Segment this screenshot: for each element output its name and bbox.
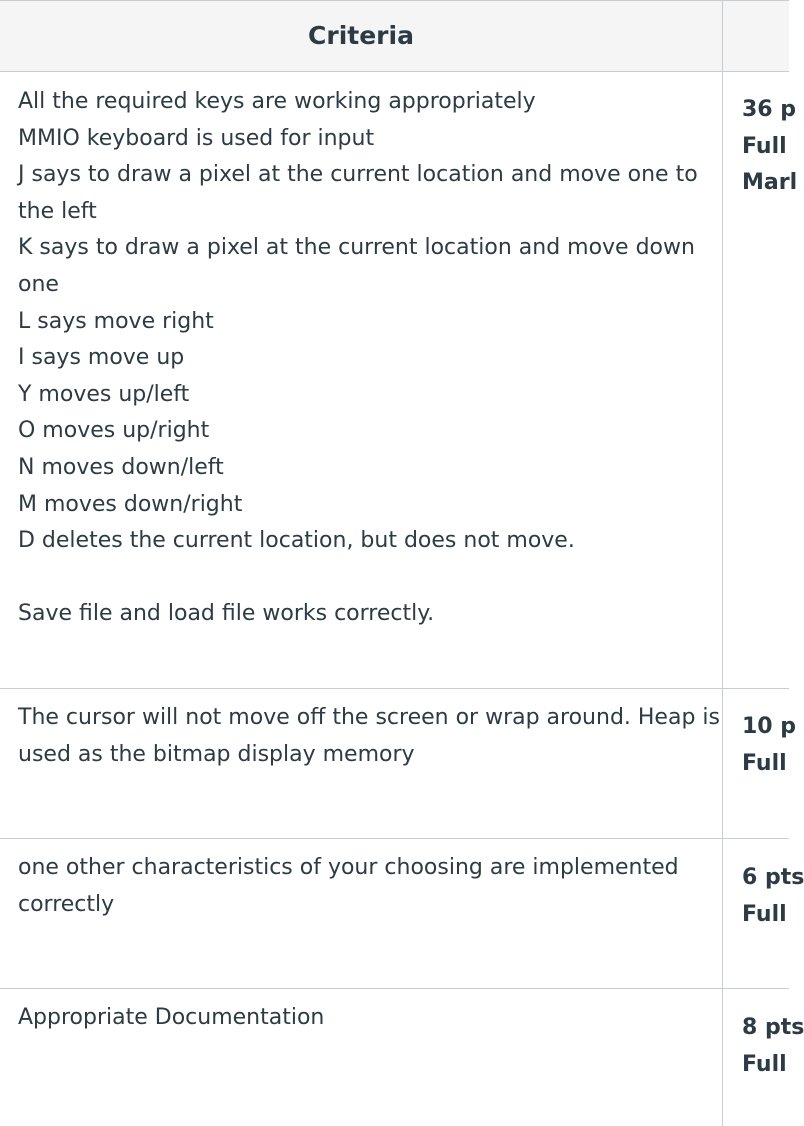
criterion-line: used as the bitmap display memory [18,741,415,767]
rating-label: Full [742,133,787,159]
points-cell [742,92,802,202]
criterion-line: D deletes the current location, but does not move. [18,528,575,554]
criterion-line: Y moves up/left [18,381,190,407]
points-value: 8 pts [742,1015,804,1040]
criterion-line: MMIO keyboard is used for input [18,125,375,151]
rating-label: Full [742,750,787,776]
criteria-column-header: Criteria [308,21,414,50]
points-cell [742,709,802,782]
criterion-row [0,689,797,839]
criterion-line: one [18,271,59,297]
criterion-line: J says to draw a pixel at the current location and move one to [18,162,698,188]
criterion-line: The cursor will not move off the screen or wrap around. Heap is [18,705,720,730]
criterion-line: I says move up [18,345,185,371]
rating-label: Marl [742,170,798,196]
criterion-line: All the required keys are working appropriately [18,89,536,114]
criterion-line: the left [18,198,97,224]
rating-label: Full [742,901,787,927]
criterion-line: M moves down/right [18,491,243,517]
criterion-line: N moves down/left [18,454,224,480]
blank-line [18,560,708,597]
criterion-description [18,1000,708,1037]
column-divider [722,0,723,1126]
criterion-row [0,72,798,689]
rubric-header-row [0,0,789,72]
points-cell [742,860,802,933]
criterion-description [18,84,708,633]
points-value: 10 p [742,714,797,739]
criterion-line: K says to draw a pixel at the current location and move down [18,235,695,261]
criterion-line: Save file and load file works correctly. [18,601,435,627]
criterion-line: L says move right [18,308,214,334]
criterion-row [0,989,804,1126]
criterion-row [0,839,804,989]
points-value: 36 p [742,97,797,122]
points-cell [742,1010,802,1083]
criterion-description [18,700,720,773]
rating-label: Full [742,1051,787,1077]
criterion-description [18,850,708,923]
criterion-line: Appropriate Documentation [18,1005,325,1030]
criterion-line: correctly [18,891,115,917]
points-value: 6 pts [742,865,804,890]
criterion-line: O moves up/right [18,418,210,444]
criterion-line: one other characteristics of your choosing are implemented [18,855,679,880]
